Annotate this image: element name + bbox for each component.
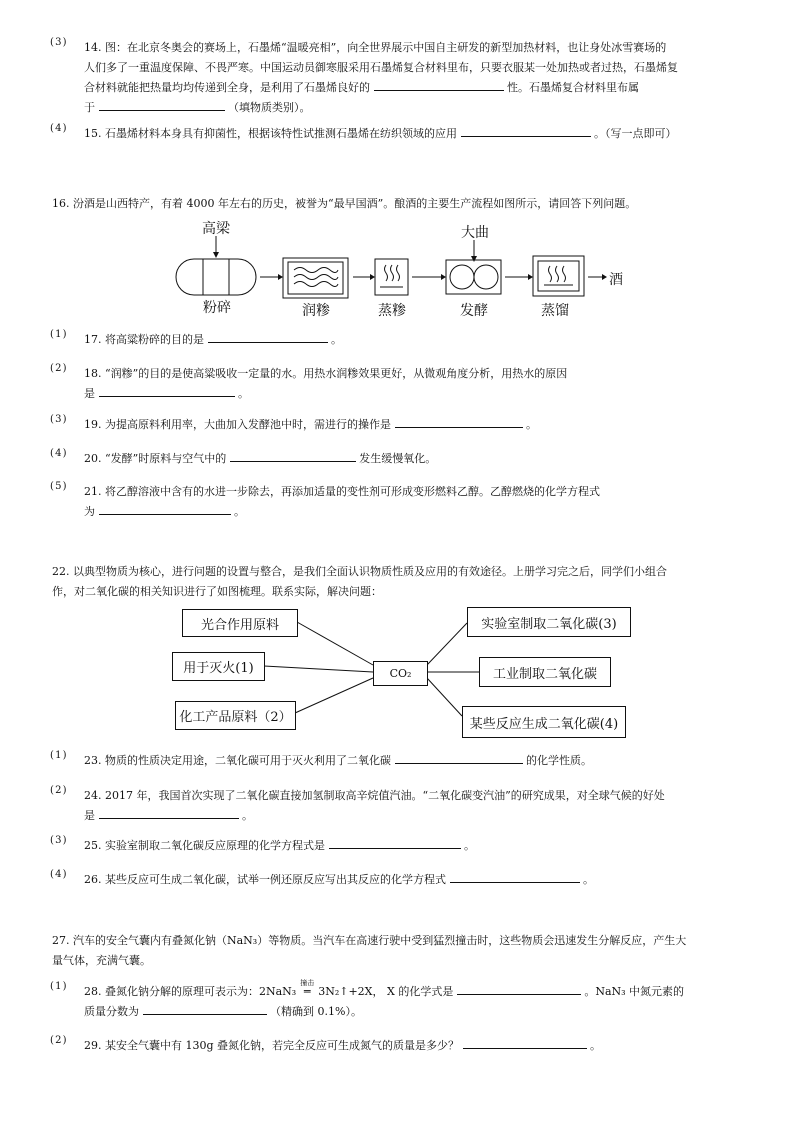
question-28: ( 1 ) 28. 叠氮化钠分解的原理可表示为：2NaN₃ 撞击 ═ 3N₂↑+2X， X 的化学式是 。NaN₃ 中氮元素的 质量分数为 （精确到 0.1%）。 bbox=[50, 979, 685, 1018]
label-fensui: 粉碎 bbox=[203, 300, 231, 316]
sub-index: ( 1 ) bbox=[50, 750, 66, 761]
q14-line1: 14. 图：在北京冬奥会的赛场上，石墨烯“温暖亮相”，向全世界展示中国自主研发的新型加热材料，也让身处冰雪赛场的 bbox=[84, 41, 667, 54]
question-19: ( 3 ) 19. 为提高原料利用率，大曲加入发酵池中时，需进行的操作是 。 bbox=[84, 415, 754, 435]
node-reaction-gen: 某些反应生成二氧化碳(4) bbox=[462, 706, 626, 738]
answer-blank[interactable] bbox=[463, 1036, 587, 1049]
sub-index: ( 1 ) bbox=[50, 329, 66, 340]
sub-index: ( 2 ) bbox=[50, 1035, 66, 1046]
question-27: 27. 汽车的安全气囊内有叠氮化钠（NaN₃）等物质。当汽车在高速行驶中受到猛烈撞击时，这些物质会迅速发生分解反应，产生大 量气体，充满气囊。 bbox=[52, 934, 687, 967]
node-industrial-prep: 工业制取二氧化碳 bbox=[479, 657, 611, 687]
reaction-arrow: 撞击 ═ bbox=[300, 979, 315, 998]
answer-blank[interactable] bbox=[143, 1002, 267, 1015]
node-co2-center: CO₂ bbox=[373, 661, 428, 686]
sub-index: ( 3 ) bbox=[50, 37, 66, 48]
sub-index: ( 5 ) bbox=[50, 481, 66, 492]
question-21: ( 5 ) 21. 将乙醇溶液中含有的水进一步除去，再添加适量的变性剂可形成变形燃料乙醇。乙醇燃烧的化学方程式 为 。 bbox=[84, 482, 754, 522]
question-26: ( 4 ) 26. 某些反应可生成二氧化碳，试举一例还原反应写出其反应的化学方程式 。 bbox=[84, 870, 754, 890]
node-chemical-material: 化工产品原料（2） bbox=[175, 701, 296, 730]
sub-index: ( 4 ) bbox=[50, 123, 66, 134]
sub-index: ( 3 ) bbox=[50, 835, 66, 846]
answer-blank[interactable] bbox=[329, 836, 461, 849]
question-20: ( 4 ) 20. “发酵”时原料与空气中的 发生缓慢氧化。 bbox=[84, 449, 754, 469]
question-29: ( 2 ) 29. 某安全气囊中有 130g 叠氮化钠，若完全反应可生成氮气的质量是多少？ 。 bbox=[84, 1036, 754, 1056]
question-25: ( 3 ) 25. 实验室制取二氧化碳反应原理的化学方程式是 。 bbox=[84, 836, 754, 856]
label-zhengliu: 蒸馏 bbox=[541, 303, 569, 319]
label-gaoliang: 高梁 bbox=[202, 221, 230, 237]
question-22: 22. 以典型物质为核心，进行问题的设置与整合，是我们全面认识物质性质及应用的有效途径。上册学习完之后，同学们小组合 作，对二氧化碳的相关知识进行了如图梳理。联系实际，解决问题： bbox=[52, 565, 667, 598]
q14-line4: 于 （填物质类别）。 bbox=[84, 98, 754, 118]
question-23: ( 1 ) 23. 物质的性质决定用途，二氧化碳可用于灭火利用了二氧化碳 的化学性质。 bbox=[84, 751, 754, 771]
label-runshen: 润糁 bbox=[302, 303, 330, 319]
question-16: 16. 汾酒是山西特产，有着 4000 年左右的历史，被誉为“最早国酒”。酿酒的主要生产流程如图所示，请回答下列问题。 bbox=[52, 197, 637, 210]
answer-blank[interactable] bbox=[395, 751, 523, 764]
answer-blank[interactable] bbox=[457, 982, 581, 995]
sub-index: ( 1 ) bbox=[50, 981, 66, 992]
node-lab-prep: 实验室制取二氧化碳(3) bbox=[467, 607, 631, 637]
node-photosynthesis: 光合作用原料 bbox=[182, 609, 298, 637]
question-17: ( 1 ) 17. 将高粱粉碎的目的是 。 bbox=[84, 330, 754, 350]
node-fire-extinguish: 用于灭火(1) bbox=[172, 652, 265, 681]
sub-index: ( 4 ) bbox=[50, 448, 66, 459]
question-18: ( 2 ) 18. “润糁”的目的是使高粱吸收一定量的水。用热水润糁效果更好，从微观角度分析，用热水的原因 是 。 bbox=[84, 364, 754, 404]
q14-line3: 合材料就能把热量均均传递到全身，是利用了石墨烯良好的 性。石墨烯复合材料里布属 bbox=[84, 78, 754, 98]
sub-index: ( 2 ) bbox=[50, 363, 66, 374]
sub-index: ( 4 ) bbox=[50, 869, 66, 880]
sub-index: ( 2 ) bbox=[50, 785, 66, 796]
label-daqu: 大曲 bbox=[461, 225, 489, 241]
question-24: ( 2 ) 24. 2017 年，我国首次实现了二氧化碳直接加氢制取高辛烷值汽油。“二氧化碳变汽油”的研究成果，对全球气候的好处 是 。 bbox=[84, 786, 754, 826]
label-zhengshen: 蒸糁 bbox=[378, 303, 406, 319]
sub-index: ( 3 ) bbox=[50, 414, 66, 425]
q14-line2: 人们多了一重温度保障、不畏严寒。中国运动员御寒服采用石墨烯复合材料里布，只要衣服某一处加热或者过热，石墨烯复 bbox=[84, 61, 678, 74]
answer-blank[interactable] bbox=[99, 806, 239, 819]
label-jiu: 酒 bbox=[609, 272, 623, 288]
label-fajiao: 发酵 bbox=[460, 303, 488, 319]
answer-blank[interactable] bbox=[450, 870, 580, 883]
question-15: ( 4 ) 15. 石墨烯材料本身具有抑菌性，根据该特性试推测石墨烯在纺织领域的应用 。（写一点即可） bbox=[84, 124, 754, 144]
